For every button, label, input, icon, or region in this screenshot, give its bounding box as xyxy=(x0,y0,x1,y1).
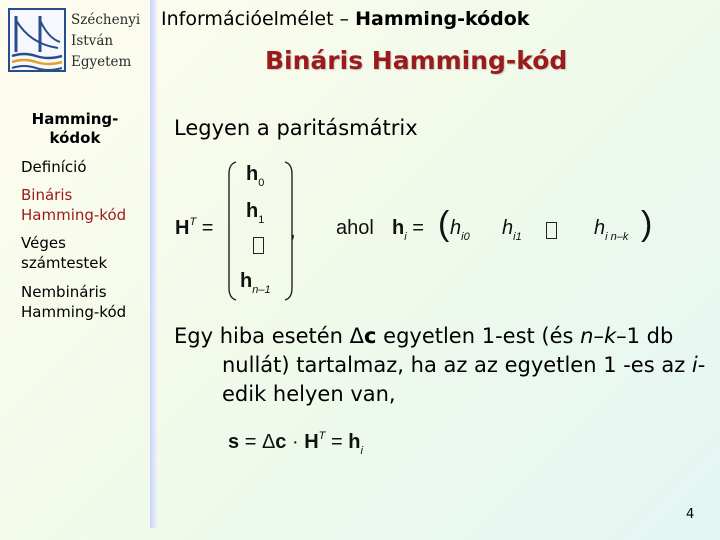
matrix-row-h1 xyxy=(246,200,264,226)
hi-lhs xyxy=(392,217,424,243)
dot-operator: · xyxy=(291,431,299,453)
h-vector: h xyxy=(348,431,361,453)
placeholder-glyph xyxy=(546,222,557,239)
sidebar-item-nonbinary-hamming[interactable]: Nembináris Hamming-kód xyxy=(21,283,127,321)
transpose-sup: T xyxy=(189,216,197,228)
h-symbol: h xyxy=(246,200,259,222)
university-logo xyxy=(8,8,66,72)
sidebar-item-finite-fields[interactable]: Véges számtestek xyxy=(21,234,108,272)
matrix-row-hn1 xyxy=(240,270,271,296)
row-subscript: n–1 xyxy=(252,284,271,296)
s-vector: s xyxy=(228,431,240,453)
k-var: k xyxy=(603,324,617,348)
equals-sign: = xyxy=(201,217,214,239)
intro-text: Legyen a paritásmátrix xyxy=(174,116,418,140)
sidebar-item-binary-hamming[interactable]: Bináris Hamming-kód xyxy=(21,186,127,224)
sidebar-item-definition[interactable]: Definíció xyxy=(21,158,87,176)
equals-sign: = xyxy=(412,217,424,239)
para-text: Egy hiba esetén xyxy=(174,324,350,348)
h-symbol: h xyxy=(240,270,253,292)
where-word: ahol xyxy=(336,217,374,239)
h-i1 xyxy=(502,217,522,243)
h-i0 xyxy=(450,217,470,243)
para-text: –1 db nullát) tartalmaz, ha az az egyetlen 1 -es az xyxy=(222,324,692,377)
university-name-line: Egyetem xyxy=(71,54,132,70)
h-i1-sub: i1 xyxy=(513,231,522,243)
c-vector: c xyxy=(275,431,287,453)
h-symbol: h xyxy=(594,217,606,239)
equals-sign: = xyxy=(330,431,343,453)
transpose-sup: T xyxy=(318,430,326,442)
course-title xyxy=(161,8,529,30)
minus-sign: – xyxy=(593,324,604,348)
h-symbol: h xyxy=(246,163,259,185)
university-name xyxy=(71,10,151,73)
university-name-line: István xyxy=(71,33,114,49)
delta-symbol: Δ xyxy=(349,324,365,348)
h-symbol: h xyxy=(450,217,462,239)
row-subscript: 1 xyxy=(258,214,265,226)
delta-symbol: Δ xyxy=(261,431,276,453)
error-paragraph xyxy=(174,322,720,409)
h-symbol: h xyxy=(502,217,514,239)
para-text: -edik helyen van, xyxy=(222,353,706,406)
n-var: n xyxy=(580,324,594,348)
page-number: 4 xyxy=(686,507,695,522)
h-i0-sub: i0 xyxy=(461,231,470,243)
i-var: i xyxy=(691,353,698,377)
h-matrix-symbol: H xyxy=(304,431,319,453)
right-paren: ) xyxy=(641,205,653,243)
left-paren: ( xyxy=(438,205,450,243)
h-symbol: h xyxy=(392,217,405,239)
slide-title: Bináris Hamming-kód xyxy=(265,46,568,75)
matrix-left-bracket xyxy=(226,160,238,302)
sidebar-section-title: Hamming-kódok xyxy=(31,110,119,147)
vertical-divider xyxy=(150,0,157,528)
h-ink-sub: i n–k xyxy=(605,231,629,243)
matrix-lhs xyxy=(175,216,213,240)
para-text: egyetlen 1-est (és xyxy=(376,324,581,348)
course-prefix: Információelmélet – xyxy=(161,8,356,30)
row-subscript: 0 xyxy=(258,177,265,189)
i-subscript: i xyxy=(360,445,363,457)
equals-sign: = xyxy=(244,431,257,453)
placeholder-glyph xyxy=(253,237,264,254)
h-ink xyxy=(594,217,628,243)
h-matrix-symbol: H xyxy=(175,217,190,239)
course-topic: Hamming-kódok xyxy=(355,8,530,30)
syndrome-formula xyxy=(228,430,363,457)
i-subscript: i xyxy=(404,231,407,243)
comma: , xyxy=(290,220,296,242)
matrix-row-h0 xyxy=(246,163,264,189)
c-vector: c xyxy=(364,324,377,348)
university-name-line: Széchenyi xyxy=(71,12,141,28)
